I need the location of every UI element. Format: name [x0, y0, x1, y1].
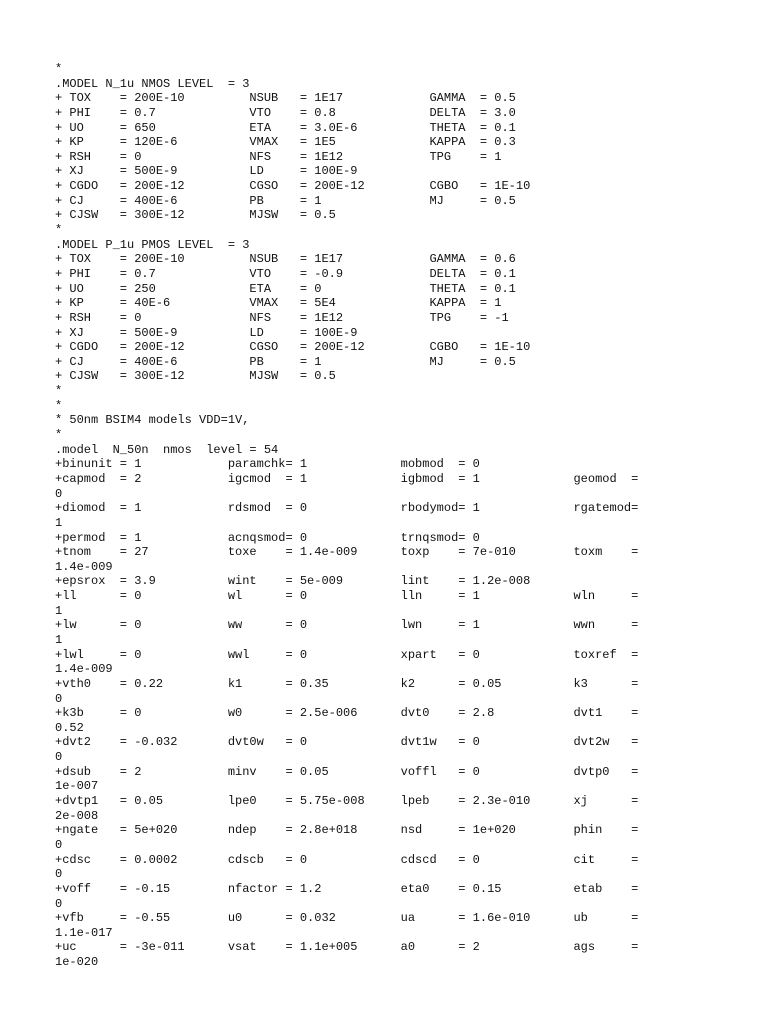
listing-line: 1e-007: [55, 779, 99, 794]
listing-line: .MODEL P_1u PMOS LEVEL = 3: [55, 237, 250, 252]
listing-line: +binunit = 1 paramchk= 1 mobmod = 0: [55, 457, 480, 472]
listing-line: +capmod = 2 igcmod = 1 igbmod = 1 geomod =: [55, 471, 639, 486]
listing-line: + CJ = 400E-6 PB = 1 MJ = 0.5: [55, 193, 516, 208]
listing-line: 1e-020: [55, 955, 99, 970]
listing-line: + KP = 40E-6 VMAX = 5E4 KAPPA = 1: [55, 296, 502, 311]
listing-line: *: [55, 62, 63, 76]
listing-line: + KP = 120E-6 VMAX = 1E5 KAPPA = 0.3: [55, 135, 516, 150]
listing-line: + TOX = 200E-10 NSUB = 1E17 GAMMA = 0.6: [55, 252, 516, 267]
listing-line: + XJ = 500E-9 LD = 100E-9: [55, 164, 358, 179]
listing-line: 1: [55, 632, 63, 647]
listing-line: 0: [55, 486, 63, 501]
listing-line: *: [55, 428, 63, 443]
listing-line: 0: [55, 691, 63, 706]
listing-line: *: [55, 384, 63, 399]
listing-line: + XJ = 500E-9 LD = 100E-9: [55, 325, 358, 340]
listing-line: 1: [55, 515, 63, 530]
listing-line: *: [55, 223, 63, 238]
listing-line: 0: [55, 837, 63, 852]
listing-line: 1.4e-009: [55, 559, 113, 574]
listing-line: + TOX = 200E-10 NSUB = 1E17 GAMMA = 0.5: [55, 91, 516, 106]
listing-line: + CGDO = 200E-12 CGSO = 200E-12 CGBO = 1E-10: [55, 179, 531, 194]
spice-model-listing: [55, 62, 638, 970]
listing-line: +dvt2 = -0.032 dvt0w = 0 dvt1w = 0 dvt2w =: [55, 735, 639, 750]
listing-line: 0: [55, 896, 63, 911]
listing-line: 1: [55, 603, 63, 618]
listing-line: +cdsc = 0.0002 cdscb = 0 cdscd = 0 cit =: [55, 852, 639, 867]
listing-line: +diomod = 1 rdsmod = 0 rbodymod= 1 rgatemod=: [55, 501, 639, 516]
listing-line: +voff = -0.15 nfactor = 1.2 eta0 = 0.15 etab =: [55, 881, 639, 896]
listing-line: +dsub = 2 minv = 0.05 voffl = 0 dvtp0 =: [55, 764, 639, 779]
listing-line: +permod = 1 acnqsmod= 0 trnqsmod= 0: [55, 530, 480, 545]
listing-line: +k3b = 0 w0 = 2.5e-006 dvt0 = 2.8 dvt1 =: [55, 706, 639, 721]
listing-line: + RSH = 0 NFS = 1E12 TPG = -1: [55, 310, 509, 325]
listing-line: + UO = 650 ETA = 3.0E-6 THETA = 0.1: [55, 120, 516, 135]
listing-line: 1.1e-017: [55, 925, 113, 940]
listing-line: + RSH = 0 NFS = 1E12 TPG = 1: [55, 149, 502, 164]
listing-line: +ngate = 5e+020 ndep = 2.8e+018 nsd = 1e+020 phin =: [55, 823, 639, 838]
listing-line: +tnom = 27 toxe = 1.4e-009 toxp = 7e-010 toxm =: [55, 545, 639, 560]
listing-line: .model N_50n nmos level = 54: [55, 442, 279, 457]
listing-line: +dvtp1 = 0.05 lpe0 = 5.75e-008 lpeb = 2.3e-010 xj =: [55, 794, 639, 809]
listing-line: +vfb = -0.55 u0 = 0.032 ua = 1.6e-010 ub =: [55, 911, 639, 926]
listing-line: + CJSW = 300E-12 MJSW = 0.5: [55, 208, 336, 223]
listing-line: +uc = -3e-011 vsat = 1.1e+005 a0 = 2 ags =: [55, 940, 639, 955]
listing-line: + UO = 250 ETA = 0 THETA = 0.1: [55, 281, 516, 296]
listing-line: 2e-008: [55, 808, 99, 823]
listing-line: + PHI = 0.7 VTO = 0.8 DELTA = 3.0: [55, 105, 516, 120]
listing-line: .MODEL N_1u NMOS LEVEL = 3: [55, 76, 250, 91]
listing-line: 1.4e-009: [55, 662, 113, 677]
listing-line: + CJ = 400E-6 PB = 1 MJ = 0.5: [55, 354, 516, 369]
listing-line: + CGDO = 200E-12 CGSO = 200E-12 CGBO = 1E-10: [55, 340, 531, 355]
listing-line: 0.52: [55, 720, 84, 735]
listing-line: +ll = 0 wl = 0 lln = 1 wln =: [55, 589, 639, 604]
listing-line: +lwl = 0 wwl = 0 xpart = 0 toxref =: [55, 647, 639, 662]
listing-line: 0: [55, 867, 63, 882]
listing-line: *: [55, 398, 63, 413]
listing-line: + PHI = 0.7 VTO = -0.9 DELTA = 0.1: [55, 266, 516, 281]
listing-line: +vth0 = 0.22 k1 = 0.35 k2 = 0.05 k3 =: [55, 676, 639, 691]
listing-line: +epsrox = 3.9 wint = 5e-009 lint = 1.2e-008: [55, 574, 531, 589]
listing-line: 0: [55, 750, 63, 765]
listing-line: + CJSW = 300E-12 MJSW = 0.5: [55, 369, 336, 384]
listing-line: +lw = 0 ww = 0 lwn = 1 wwn =: [55, 618, 639, 633]
listing-line: * 50nm BSIM4 models VDD=1V,: [55, 413, 250, 428]
